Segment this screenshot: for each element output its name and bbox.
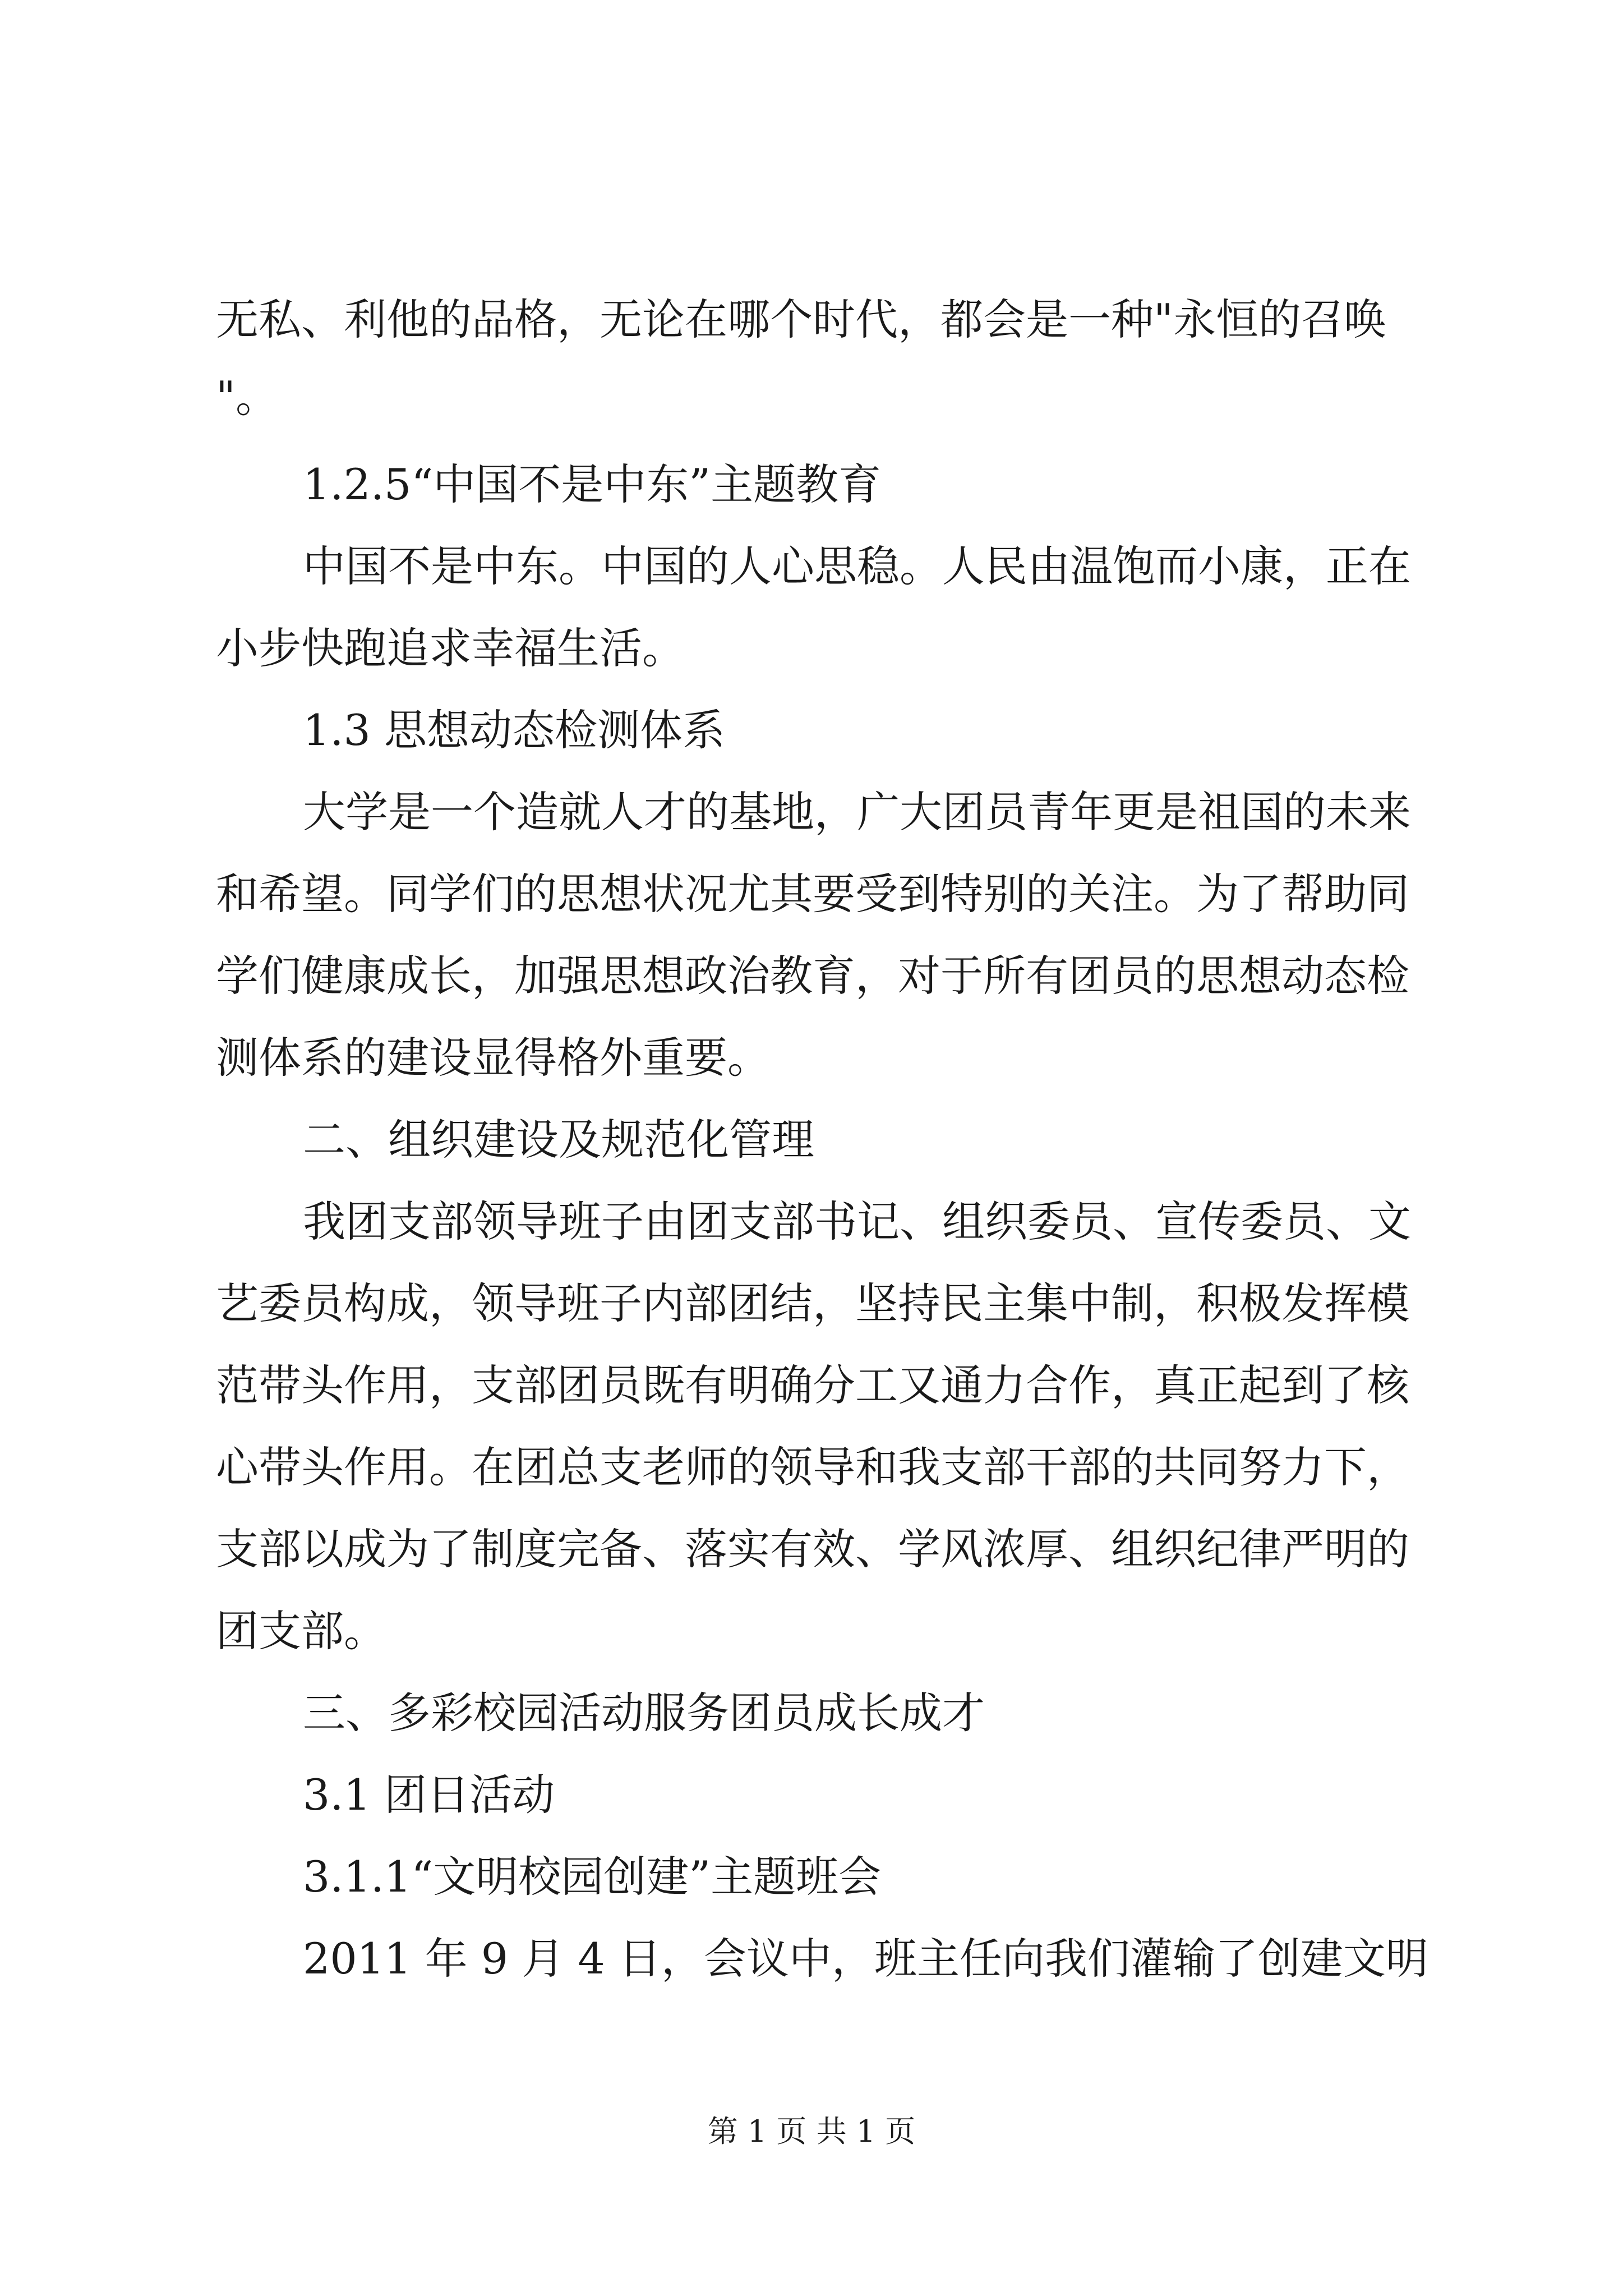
page-number-label: 第 1 页 共 1 页 xyxy=(707,2114,916,2149)
text-line: 团支部。 xyxy=(216,1606,386,1656)
text-line: 中国不是中东。中国的人心思稳。人民由温饱而小康，正在 xyxy=(303,541,1411,591)
text-line: 和希望。同学们的思想状况尤其要受到特别的关注。为了帮助同 xyxy=(216,869,1409,919)
text-line: 我团支部领导班子由团支部书记、组织委员、宣传委员、文 xyxy=(303,1197,1411,1246)
text-line: 支部以成为了制度完备、落实有效、学风浓厚、组织纪律严明的 xyxy=(216,1524,1409,1574)
section-heading: 三、多彩校园活动服务团员成长成才 xyxy=(303,1688,985,1738)
text-line: 测体系的建设显得格外重要。 xyxy=(216,1033,770,1083)
text-line: 小步快跑追求幸福生活。 xyxy=(216,623,685,673)
text-line: 范带头作用，支部团员既有明确分工又通力合作，真正起到了核 xyxy=(216,1360,1409,1410)
text-line: 艺委员构成，领导班子内部团结，坚持民主集中制，积极发挥模 xyxy=(216,1278,1409,1328)
section-heading: 3.1.1“文明校园创建”主题班会 xyxy=(303,1852,882,1902)
text-line: 大学是一个造就人才的基地，广大团员青年更是祖国的未来 xyxy=(303,787,1411,837)
text-line: 学们健康成长，加强思想政治教育，对于所有团员的思想动态检 xyxy=(216,951,1409,1001)
text-line: 心带头作用。在团总支老师的领导和我支部干部的共同努力下， xyxy=(216,1442,1409,1492)
text-line: 无私、利他的品格，无论在哪个时代，都会是一种"永恒的召唤 xyxy=(216,295,1386,344)
page-footer xyxy=(0,2112,1623,2151)
text-line: "。 xyxy=(216,372,278,422)
section-heading: 1.2.5“中国不是中东”主题教育 xyxy=(303,459,882,509)
section-heading: 二、组织建设及规范化管理 xyxy=(303,1115,814,1165)
section-heading: 3.1 团日活动 xyxy=(303,1770,555,1820)
section-heading: 1.3 思想动态检测体系 xyxy=(303,705,726,755)
text-line: 2011 年 9 月 4 日，会议中，班主任向我们灌输了创建文明 xyxy=(303,1934,1428,1984)
